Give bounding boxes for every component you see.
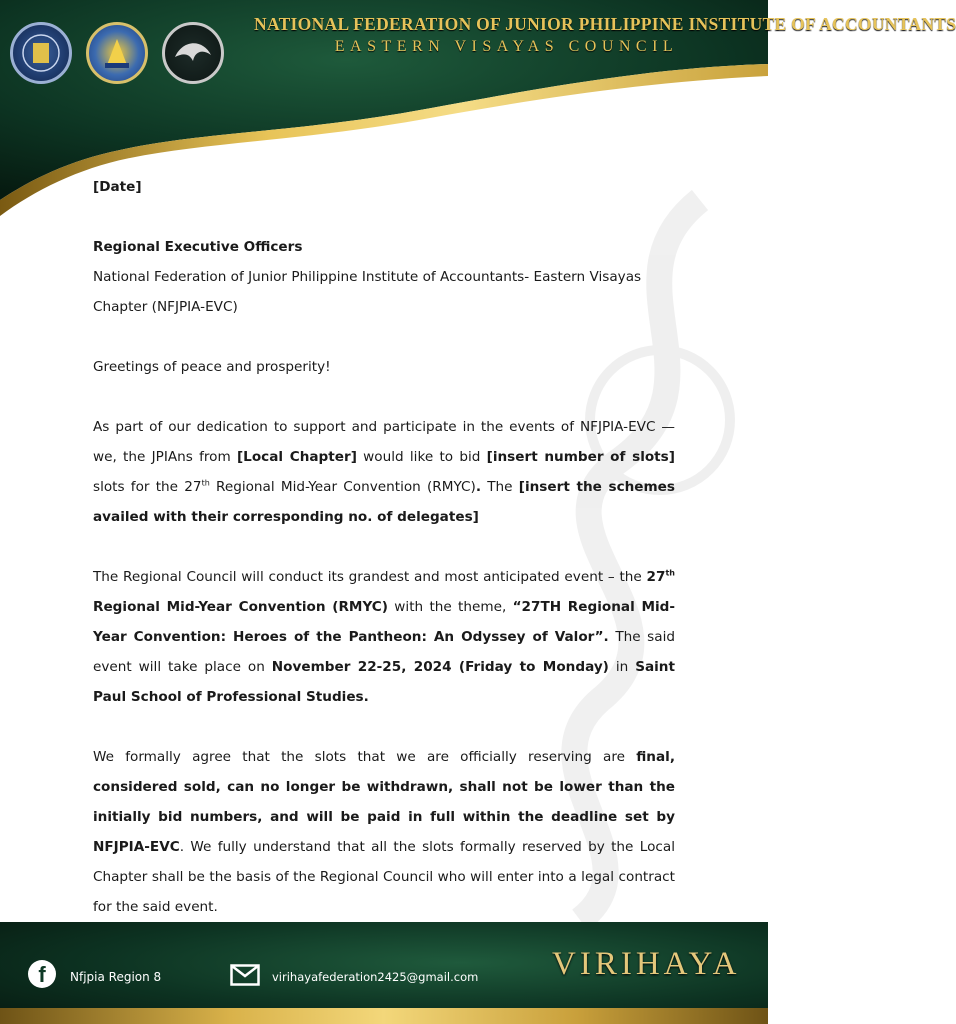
date-placeholder: [Date] [93,179,142,195]
mail-icon[interactable] [230,964,260,986]
facebook-page-link[interactable]: Nfjpia Region 8 [70,970,162,984]
recipient-org-line-1: National Federation of Junior Philippine Institute of Accountants- Eastern Visayas [93,269,642,285]
footer [0,922,768,1024]
recipient-org-line-2: Chapter (NFJPIA-EVC) [93,299,238,315]
paragraph-convention: The Regional Council will conduct its grandest and most anticipated event – the 27th Regional Mid-Year Convention (RMYC) with the theme, “27TH Regional Mid-Year Convention: Heroes of the Pantheon: An Odyssey of Valor”. The said event will take place on November 22-25, 2024 (Friday to Monday) in Saint Paul School of Professional Studies. [93,568,676,705]
paragraph-agreement: We formally agree that the slots that we are officially reserving are final, considered sold, can no longer be withdrawn, shall not be lower than the initially bid numbers, and will be paid in full within the deadline set by NFJPIA-EVC. We fully understand that all the slots formally reserved by the Local Chapter shall be the basis of the Regional Council who will enter into a legal contract for the said event. [93,749,675,915]
email-link[interactable]: virihayafederation2425@gmail.com [272,970,479,984]
facebook-icon[interactable]: f [28,960,56,988]
brand-wordmark: VIRIHAYA [552,946,741,982]
footer-gold-band [0,1008,768,1024]
recipient-title: Regional Executive Officers [93,239,303,255]
council-subtitle: EASTERN VISAYAS COUNCIL [334,38,679,55]
letter-body [93,172,675,922]
dragon-logo [162,22,224,84]
jpia-logo [86,22,148,84]
paragraph-bid: As part of our dedication to support and participate in the events of NFJPIA-EVC — we, the JPIAns from [Local Chapter] would like to bid [insert number of slots] slots for the 27th Regional Mid-Year Convention (RMYC). The [insert the schemes availed with their corresponding no. of delegates] [93,419,675,525]
greeting: Greetings of peace and prosperity! [93,359,331,375]
seal-logo [10,22,72,84]
organization-title: NATIONAL FEDERATION OF JUNIOR PHILIPPINE INSTITUTE OF ACCOUNTANTS [254,14,956,34]
